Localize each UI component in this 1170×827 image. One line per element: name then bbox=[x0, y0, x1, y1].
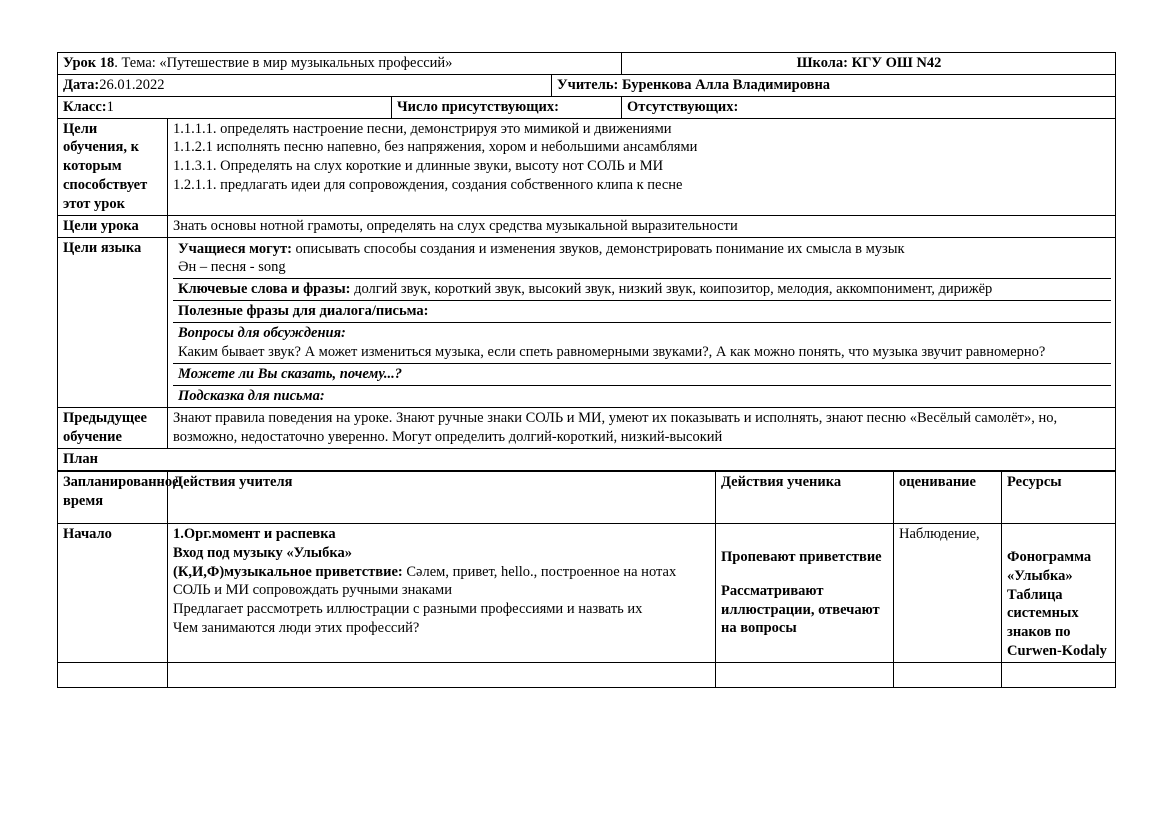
language-subrow-writing-hint bbox=[173, 385, 1111, 406]
lesson-plan-document bbox=[57, 52, 1115, 688]
plan-cell-student-actions bbox=[716, 662, 894, 687]
plan-col-resources: Ресурсы bbox=[1002, 471, 1116, 523]
language-subrow-can-you-say bbox=[173, 363, 1111, 385]
row-language-goals bbox=[58, 237, 1116, 408]
plan-row bbox=[58, 662, 1116, 687]
present-count-cell: Число присутствующих: bbox=[392, 96, 622, 118]
class-label: Класс: bbox=[63, 98, 107, 115]
learning-objective-item: 1.1.2.1 исполнять песню напевно, без напряжения, хором и небольшими ансамблями bbox=[173, 139, 698, 156]
language-subrow-discussion bbox=[173, 322, 1111, 363]
useful-phrases-label: Полезные фразы для диалога/письма: bbox=[173, 301, 1111, 323]
previous-learning-label: Предыдущее обучение bbox=[58, 408, 168, 449]
plan-col-assessment: оценивание bbox=[894, 471, 1002, 523]
musical-greeting-label: (К,И,Ф)музыкальное приветствие: bbox=[173, 563, 403, 580]
plan-cell-teacher-actions bbox=[168, 662, 716, 687]
learning-objectives-label: Цели обучения, к которым способствует этот урок bbox=[58, 118, 168, 215]
plan-cell-time bbox=[58, 662, 168, 687]
plan-cell-time: Начало bbox=[58, 523, 168, 662]
teacher-action-line: Вход под музыку «Улыбка» bbox=[173, 544, 353, 561]
language-goals-subtable bbox=[173, 239, 1111, 407]
lesson-number-label: Урок 18 bbox=[63, 55, 115, 71]
lesson-goals-cell: Знать основы нотной грамоты, определять на слух средства музыкальной выразительности bbox=[168, 215, 1116, 237]
learning-objective-item: 1.2.1.1. предлагать идеи для сопровождения, создания собственного клипа к песне bbox=[173, 177, 683, 194]
absent-count-cell: Отсутствующих: bbox=[622, 96, 1116, 118]
plan-header-row bbox=[58, 471, 1116, 523]
can-you-say-label: Можете ли Вы сказать, почему...? bbox=[173, 363, 1111, 385]
learning-objective-item: 1.1.3.1. Определять на слух короткие и длинные звуки, высоту нот СОЛЬ и МИ bbox=[173, 158, 664, 175]
lesson-date-cell bbox=[58, 74, 552, 96]
language-goals-cell bbox=[168, 237, 1116, 408]
key-words-cell bbox=[173, 279, 1111, 301]
learning-objectives-cell bbox=[168, 118, 1116, 215]
writing-hint-label: Подсказка для письма: bbox=[178, 387, 325, 404]
key-words-label: Ключевые слова и фразы: bbox=[178, 281, 351, 298]
date-label: Дата: bbox=[63, 76, 100, 93]
date-value: 26.01.2022 bbox=[99, 76, 165, 93]
teacher-action-line: Предлагает рассмотреть иллюстрации с разными профессиями и назвать их bbox=[173, 601, 643, 618]
student-action-line: Пропевают приветствие bbox=[721, 548, 882, 565]
row-plan-title bbox=[58, 449, 1116, 471]
teacher-action-line: Чем занимаются люди этих профессий? bbox=[173, 620, 420, 637]
plan-cell-resources bbox=[1002, 662, 1116, 687]
resource-line: Таблица системных знаков по Curwen-Kodaly bbox=[1007, 586, 1107, 660]
teacher-name-cell: Учитель: Буренкова Алла Владимировна bbox=[552, 74, 1116, 96]
class-value: 1 bbox=[106, 98, 114, 115]
teacher-action-line: 1.Орг.момент и распевка bbox=[173, 525, 336, 542]
student-action-line: Рассматривают иллюстрации, отвечают на вопросы bbox=[721, 582, 880, 637]
lesson-topic-cell bbox=[58, 53, 622, 75]
musical-greeting-text: Сәлем, привет, hello., построенное на нотах СОЛЬ и МИ сопровождать ручными знаками bbox=[173, 563, 677, 599]
plan-cell-assessment: Наблюдение, bbox=[894, 523, 1002, 662]
students-can-text: описывать способы создания и изменения звуков, демонстрировать понимание их смысла в музык bbox=[291, 240, 905, 257]
row-learning-objectives bbox=[58, 118, 1116, 215]
plan-table bbox=[57, 471, 1116, 688]
plan-cell-student-actions bbox=[716, 523, 894, 662]
language-subrow-key-words bbox=[173, 279, 1111, 301]
learning-objective-item: 1.1.1.1. определять настроение песни, демонстрируя это мимикой и движениями bbox=[173, 120, 672, 137]
resource-line: Фонограмма «Улыбка» bbox=[1007, 548, 1092, 584]
school-name-cell: Школа: КГУ ОШ N42 bbox=[622, 53, 1116, 75]
header-row-date bbox=[58, 74, 1116, 96]
language-subrow-students-can bbox=[173, 239, 1111, 279]
plan-title-cell: План bbox=[58, 449, 1116, 471]
plan-col-teacher-actions: Действия учителя bbox=[168, 471, 716, 523]
key-words-text: долгий звук, короткий звук, высокий звук, низкий звук, коипозитор, мелодия, аккомпонимент, дирижёр bbox=[350, 281, 993, 298]
language-subrow-useful-phrases bbox=[173, 301, 1111, 323]
students-can-label: Учащиеся могут: bbox=[178, 240, 292, 257]
lesson-theme-text: . Тема: «Путешествие в мир музыкальных профессий» bbox=[114, 55, 453, 71]
plan-cell-assessment bbox=[894, 662, 1002, 687]
teacher-action-line bbox=[173, 563, 711, 601]
header-row-topic bbox=[58, 53, 1116, 75]
plan-col-time: Запланированное время bbox=[58, 471, 168, 523]
plan-cell-resources bbox=[1002, 523, 1116, 662]
vocab-line: Ән – песня - song bbox=[178, 259, 286, 276]
plan-col-student-actions: Действия ученика bbox=[716, 471, 894, 523]
class-cell bbox=[58, 96, 392, 118]
plan-cell-teacher-actions bbox=[168, 523, 716, 662]
lesson-header-table bbox=[57, 52, 1116, 471]
students-can-line bbox=[178, 240, 1107, 259]
discussion-questions-text: Каким бывает звук? А может измениться музыка, если спеть равномерными звуками?, А как можно понять, что музыка звучит равномерно? bbox=[178, 343, 1046, 360]
lesson-goals-label: Цели урока bbox=[58, 215, 168, 237]
discussion-questions-label: Вопросы для обсуждения: bbox=[178, 324, 346, 341]
row-lesson-goals bbox=[58, 215, 1116, 237]
previous-learning-cell: Знают правила поведения на уроке. Знают ручные знаки СОЛЬ и МИ, умеют их показывать и исполнять, знают песню «Весёлый самолёт», но, возможно, недостаточно уверенно. Могут определить долгий-короткий, низкий-высокий bbox=[168, 408, 1116, 449]
students-can-cell bbox=[173, 239, 1111, 279]
discussion-questions-cell bbox=[173, 322, 1111, 363]
row-previous-learning bbox=[58, 408, 1116, 449]
language-goals-label: Цели языка bbox=[58, 237, 168, 408]
plan-row bbox=[58, 523, 1116, 662]
header-row-class bbox=[58, 96, 1116, 118]
